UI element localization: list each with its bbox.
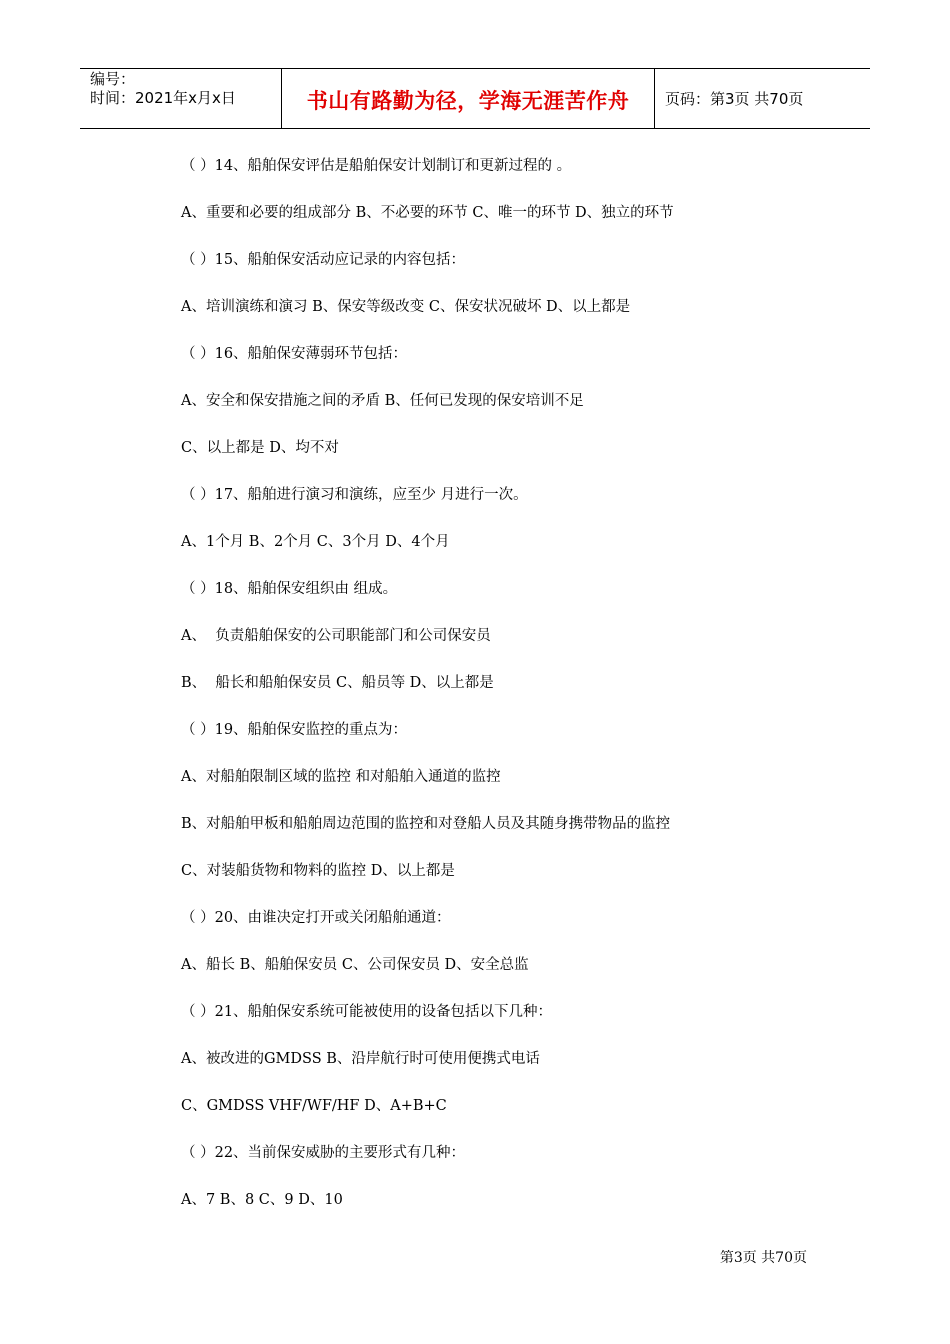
number-label: 编号： [90,70,136,88]
answer-options-line: A、7 B、8 C、9 D、10 [181,1192,343,1208]
page-header [80,68,870,129]
header-page-code-cell [655,69,870,128]
document-body [181,156,821,1237]
header-meta [80,69,282,128]
answer-options-line: A、被改进的GMDSS B、沿岸航行时可使用便携式电话 [181,1051,540,1067]
answer-options-line: B、对船舶甲板和船舶周边范围的监控和对登船人员及其随身携带物品的监控 [181,816,671,832]
question-line: （ ）16、船舶保安薄弱环节包括： [181,346,408,362]
answer-options-line: A、 负责船舶保安的公司职能部门和公司保安员 [181,628,491,644]
page-footer: 第3页 共70页 [719,1250,807,1266]
answer-options-line: A、对船舶限制区域的监控 和对船舶入通道的监控 [181,769,501,785]
answer-options-line: A、1个月 B、2个月 C、3个月 D、4个月 [181,534,450,550]
answer-options-line: C、以上都是 D、均不对 [181,440,339,456]
header-motto-cell [282,69,655,128]
answer-options-line: B、 船长和船舶保安员 C、船员等 D、以上都是 [181,675,494,691]
question-line: （ ）14、船舶保安评估是船舶保安计划制订和更新过程的 。 [181,158,572,174]
question-line: （ ）19、船舶保安监控的重点为： [181,722,408,738]
question-line: （ ）20、由谁决定打开或关闭船舶通道： [181,910,451,926]
answer-options-line: A、船长 B、船舶保安员 C、公司保安员 D、安全总监 [181,957,529,973]
question-line: （ ）21、船舶保安系统可能被使用的设备包括以下几种： [181,1004,553,1020]
question-line: （ ）22、当前保安威胁的主要形式有几种： [181,1145,466,1161]
question-line: （ ）18、船舶保安组织由 组成。 [181,581,398,597]
answer-options-line: A、重要和必要的组成部分 B、不必要的环节 C、唯一的环节 D、独立的环节 [181,205,674,221]
header-motto: 书山有路勤为径，学海无涯苦作舟 [306,88,630,113]
answer-options-line: C、对装船货物和物料的监控 D、以上都是 [181,863,455,879]
question-line: （ ）17、船舶进行演习和演练，应至少 月进行一次。 [181,487,528,503]
question-line: （ ）15、船舶保安活动应记录的内容包括： [181,252,466,268]
answer-options-line: A、安全和保安措施之间的矛盾 B、任何已发现的保安培训不足 [181,393,584,409]
header-page-code: 页码：第3页 共70页 [665,90,804,108]
answer-options-line: A、培训演练和演习 B、保安等级改变 C、保安状况破坏 D、以上都是 [181,299,631,315]
answer-options-line: C、GMDSS VHF/WF/HF D、A+B+C [181,1098,447,1114]
time-label: 时间：2021年x月x日 [90,89,236,107]
